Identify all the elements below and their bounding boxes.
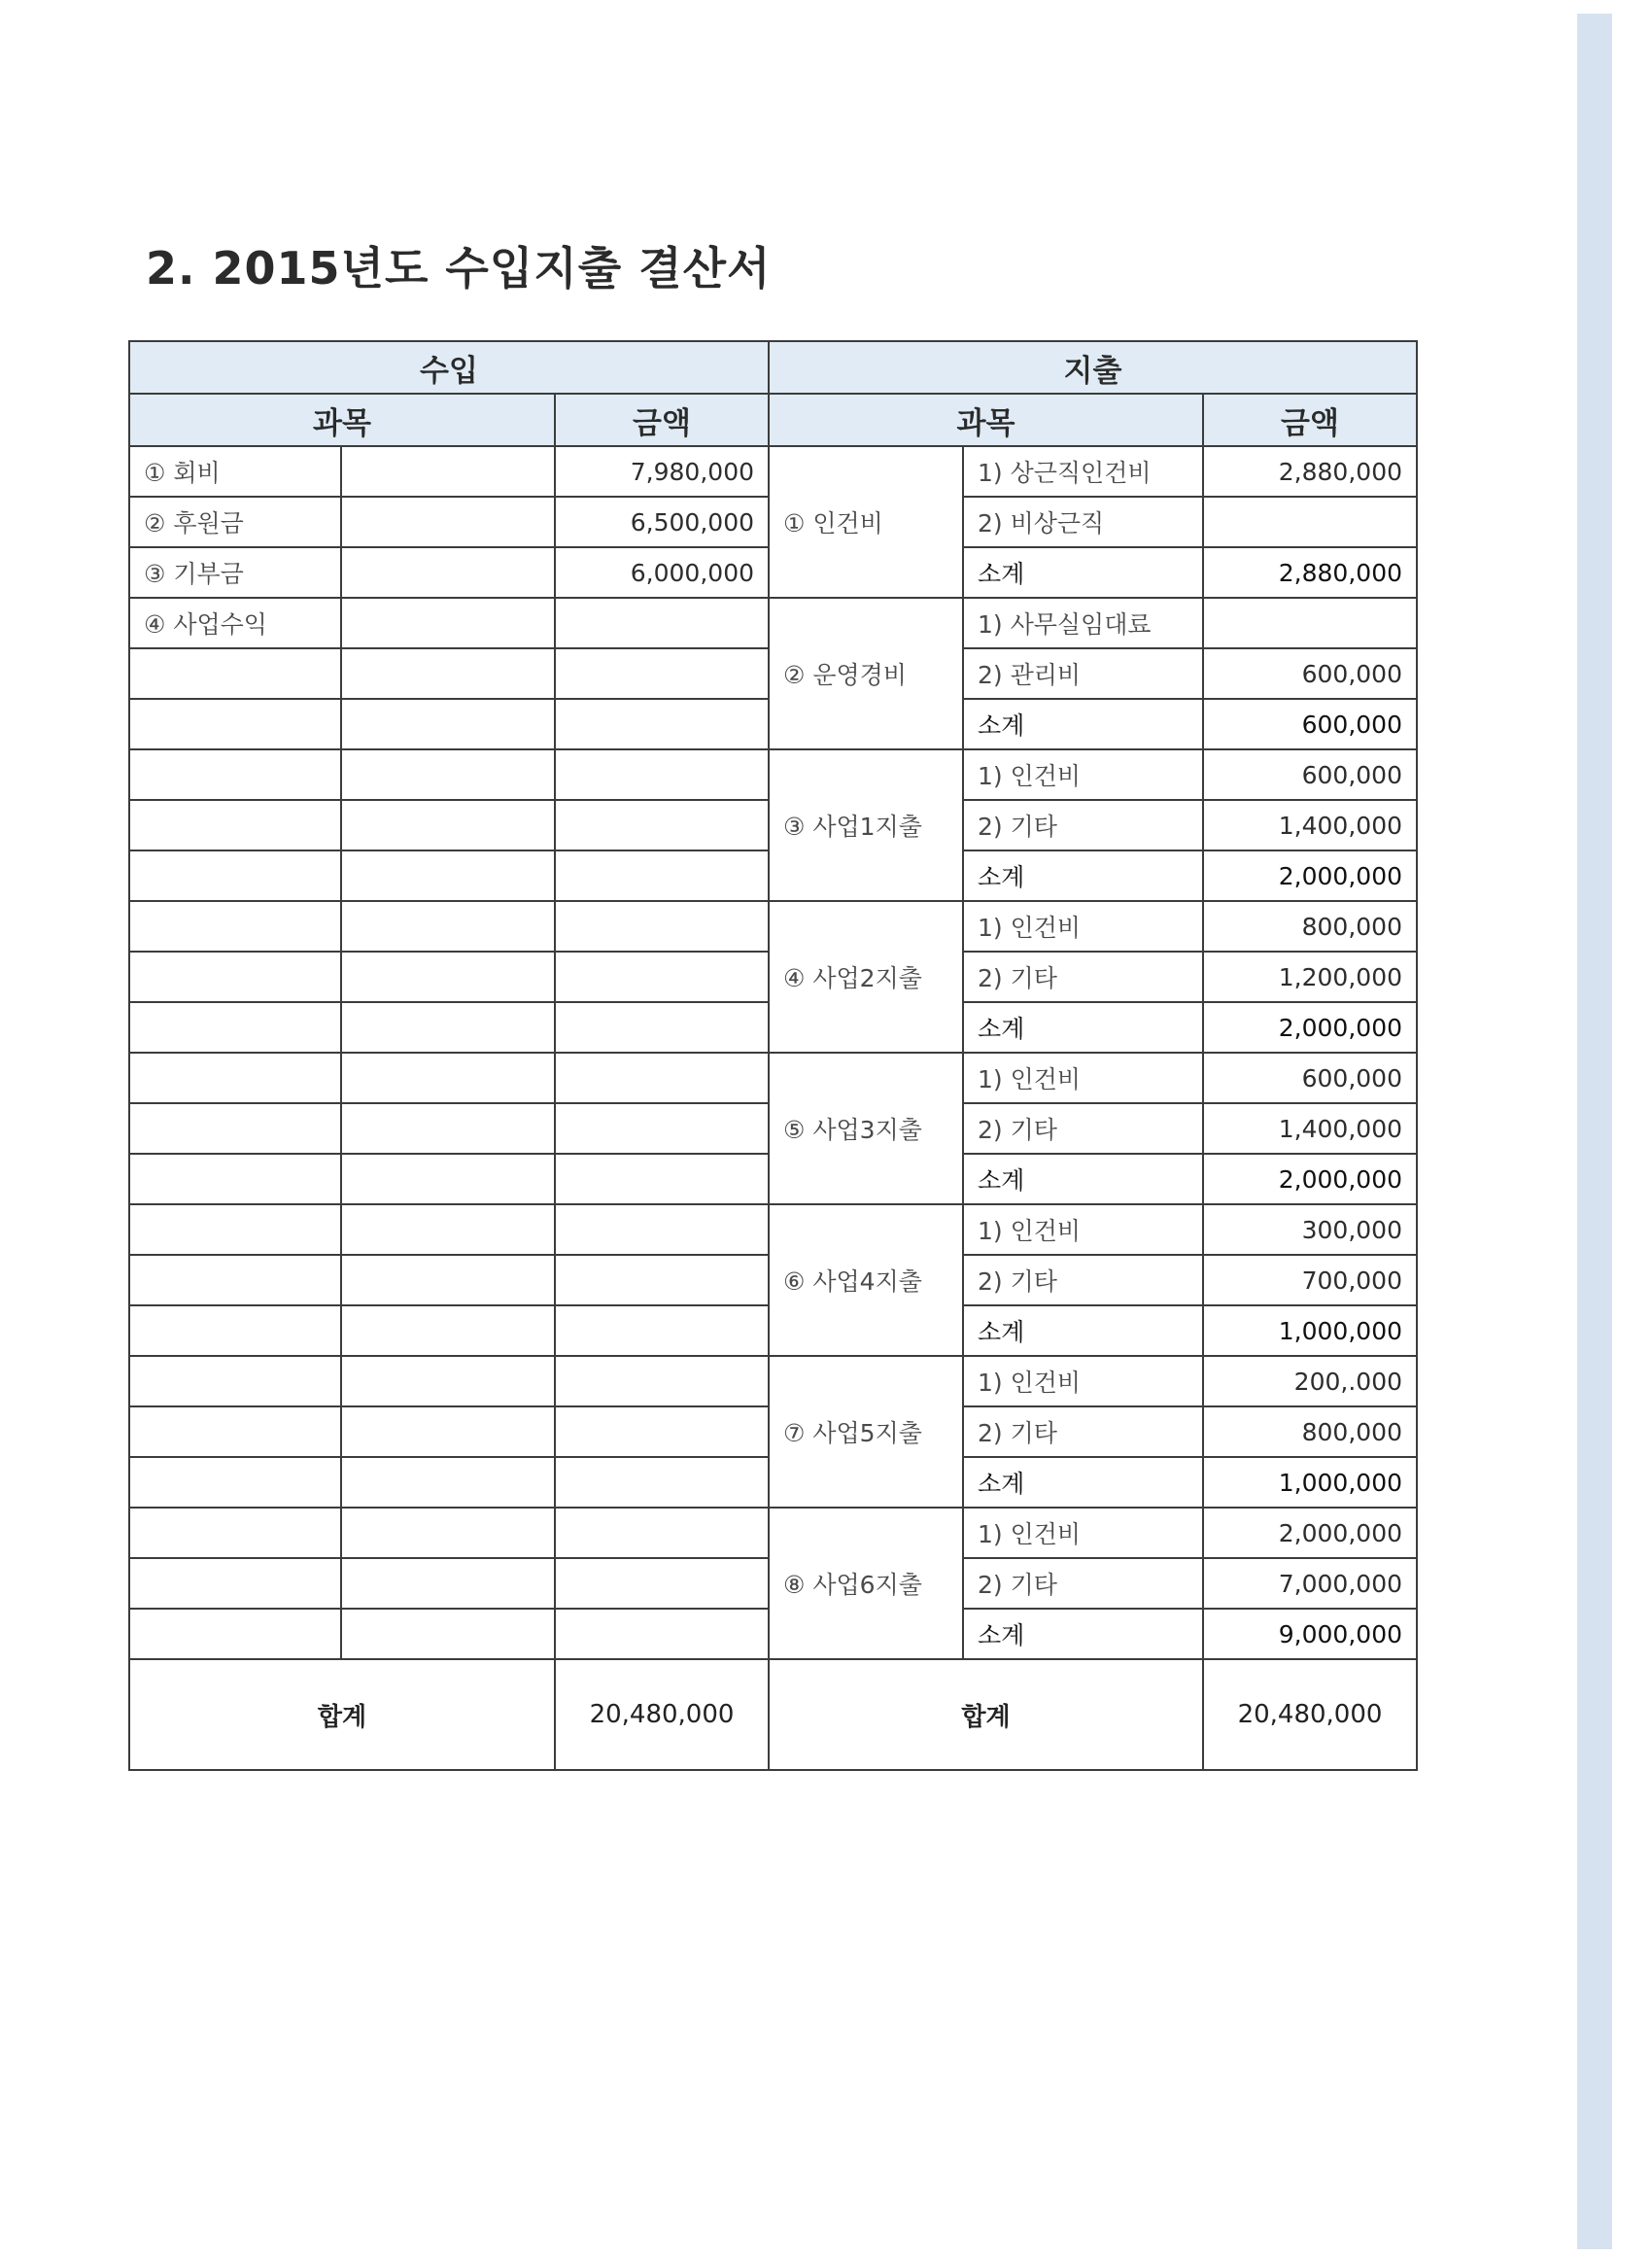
expense-total-label: 합계	[769, 1659, 1203, 1770]
income-sub-empty	[341, 1457, 555, 1508]
income-item-empty	[129, 850, 341, 901]
table-row	[129, 446, 1417, 497]
income-sub-empty	[341, 1103, 555, 1154]
income-amount-empty	[555, 800, 769, 850]
expense-item-amount: 600,000	[1203, 1053, 1417, 1103]
table-row	[129, 1053, 1417, 1103]
income-total-label: 합계	[129, 1659, 555, 1770]
expense-subtotal-amount: 600,000	[1203, 699, 1417, 749]
income-item-empty	[129, 800, 341, 850]
expense-header: 지출	[769, 341, 1417, 394]
income-sub-empty	[341, 1356, 555, 1406]
expense-category: ③ 사업1지출	[769, 749, 963, 901]
ledger-body	[129, 446, 1417, 1659]
income-item-empty	[129, 699, 341, 749]
expense-item-amount: 700,000	[1203, 1255, 1417, 1305]
income-item-empty	[129, 648, 341, 699]
table-row	[129, 598, 1417, 648]
income-item-empty	[129, 952, 341, 1002]
income-item-empty	[129, 1406, 341, 1457]
table-row	[129, 749, 1417, 800]
expense-item-label: 2) 기타	[963, 1558, 1203, 1609]
expense-category: ④ 사업2지출	[769, 901, 963, 1053]
expense-item-label: 1) 인건비	[963, 901, 1203, 952]
settlement-table	[128, 340, 1418, 1771]
expense-subtotal-label: 소계	[963, 1609, 1203, 1659]
income-header: 수입	[129, 341, 769, 394]
expense-subtotal-label: 소계	[963, 1457, 1203, 1508]
expense-item-label: 2) 기타	[963, 800, 1203, 850]
page-title: 2. 2015년도 수입지출 결산서	[146, 242, 772, 295]
income-sub-empty	[341, 952, 555, 1002]
income-sub-empty	[341, 1609, 555, 1659]
expense-subtotal-label: 소계	[963, 547, 1203, 598]
expense-subtotal-label: 소계	[963, 1305, 1203, 1356]
expense-item-amount: 200,.000	[1203, 1356, 1417, 1406]
income-amount-empty	[555, 1103, 769, 1154]
income-sub-empty	[341, 547, 555, 598]
page-edge-strip	[1577, 14, 1612, 2249]
expense-subtotal-amount: 2,000,000	[1203, 1154, 1417, 1204]
income-item-label: ② 후원금	[129, 497, 341, 547]
income-item-empty	[129, 1103, 341, 1154]
income-item-empty	[129, 1154, 341, 1204]
income-item-empty	[129, 1053, 341, 1103]
income-sub-empty	[341, 446, 555, 497]
expense-item-label: 1) 인건비	[963, 1508, 1203, 1558]
income-item-amount: 6,500,000	[555, 497, 769, 547]
income-amount-empty	[555, 1305, 769, 1356]
income-amount-empty	[555, 648, 769, 699]
expense-item-label: 2) 기타	[963, 1255, 1203, 1305]
expense-item-amount	[1203, 598, 1417, 648]
expense-category: ⑧ 사업6지출	[769, 1508, 963, 1659]
expense-item-label: 2) 관리비	[963, 648, 1203, 699]
expense-item-amount: 1,200,000	[1203, 952, 1417, 1002]
income-sub-empty	[341, 1508, 555, 1558]
total-row	[129, 1659, 1417, 1770]
expense-subtotal-label: 소계	[963, 699, 1203, 749]
expense-item-label: 1) 사무실임대료	[963, 598, 1203, 648]
expense-item-label: 1) 인건비	[963, 1204, 1203, 1255]
income-item-empty	[129, 1609, 341, 1659]
income-sub-empty	[341, 901, 555, 952]
income-sub-empty	[341, 850, 555, 901]
income-item-label: ③ 기부금	[129, 547, 341, 598]
income-sub-empty	[341, 800, 555, 850]
income-item-empty	[129, 1255, 341, 1305]
income-amount-empty	[555, 749, 769, 800]
income-item-empty	[129, 1508, 341, 1558]
income-amount-empty	[555, 1356, 769, 1406]
income-item-empty	[129, 1558, 341, 1609]
expense-item-amount: 300,000	[1203, 1204, 1417, 1255]
income-amount-empty	[555, 699, 769, 749]
income-item-amount: 6,000,000	[555, 547, 769, 598]
expense-subtotal-label: 소계	[963, 1002, 1203, 1053]
expense-item-label: 2) 기타	[963, 952, 1203, 1002]
expense-item-label: 1) 인건비	[963, 1053, 1203, 1103]
expense-item-label: 1) 인건비	[963, 1356, 1203, 1406]
expense-item-amount: 7,000,000	[1203, 1558, 1417, 1609]
income-sub-empty	[341, 1255, 555, 1305]
income-amount-empty	[555, 1457, 769, 1508]
income-item-amount	[555, 598, 769, 648]
income-sub-empty	[341, 1053, 555, 1103]
expense-item-label: 2) 비상근직	[963, 497, 1203, 547]
income-amount-empty	[555, 850, 769, 901]
expense-item-label: 2) 기타	[963, 1406, 1203, 1457]
table-row	[129, 1204, 1417, 1255]
income-item-empty	[129, 1457, 341, 1508]
expense-category: ⑦ 사업5지출	[769, 1356, 963, 1508]
income-item-label: ① 회비	[129, 446, 341, 497]
expense-item-amount: 600,000	[1203, 648, 1417, 699]
income-amount-empty	[555, 1255, 769, 1305]
income-total-amount: 20,480,000	[555, 1659, 769, 1770]
expense-item-label: 1) 인건비	[963, 749, 1203, 800]
expense-subtotal-amount: 2,000,000	[1203, 1002, 1417, 1053]
expense-amount-header: 금액	[1203, 394, 1417, 446]
income-sub-empty	[341, 1204, 555, 1255]
expense-item-amount: 2,880,000	[1203, 446, 1417, 497]
income-amount-empty	[555, 952, 769, 1002]
expense-subtotal-amount: 1,000,000	[1203, 1305, 1417, 1356]
income-amount-empty	[555, 1053, 769, 1103]
expense-item-amount: 1,400,000	[1203, 1103, 1417, 1154]
expense-subtotal-amount: 2,880,000	[1203, 547, 1417, 598]
expense-subtotal-amount: 1,000,000	[1203, 1457, 1417, 1508]
income-sub-empty	[341, 1305, 555, 1356]
income-amount-empty	[555, 1204, 769, 1255]
income-item-header: 과목	[129, 394, 555, 446]
income-item-empty	[129, 1356, 341, 1406]
income-item-empty	[129, 1305, 341, 1356]
income-sub-empty	[341, 1154, 555, 1204]
expense-subtotal-amount: 2,000,000	[1203, 850, 1417, 901]
income-sub-empty	[341, 598, 555, 648]
income-amount-header: 금액	[555, 394, 769, 446]
income-sub-empty	[341, 699, 555, 749]
income-item-empty	[129, 1204, 341, 1255]
income-amount-empty	[555, 1609, 769, 1659]
expense-item-amount: 800,000	[1203, 1406, 1417, 1457]
expense-item-label: 2) 기타	[963, 1103, 1203, 1154]
expense-subtotal-label: 소계	[963, 850, 1203, 901]
income-sub-empty	[341, 648, 555, 699]
expense-category: ① 인건비	[769, 446, 963, 598]
income-amount-empty	[555, 901, 769, 952]
expense-item-amount: 1,400,000	[1203, 800, 1417, 850]
expense-item-amount: 800,000	[1203, 901, 1417, 952]
expense-item-amount: 600,000	[1203, 749, 1417, 800]
income-item-label: ④ 사업수익	[129, 598, 341, 648]
income-sub-empty	[341, 1002, 555, 1053]
income-amount-empty	[555, 1558, 769, 1609]
table-row	[129, 901, 1417, 952]
expense-total-amount: 20,480,000	[1203, 1659, 1417, 1770]
income-item-amount: 7,980,000	[555, 446, 769, 497]
expense-item-label: 1) 상근직인건비	[963, 446, 1203, 497]
expense-category: ⑤ 사업3지출	[769, 1053, 963, 1204]
table-row	[129, 1508, 1417, 1558]
income-sub-empty	[341, 1558, 555, 1609]
income-amount-empty	[555, 1154, 769, 1204]
income-amount-empty	[555, 1002, 769, 1053]
expense-item-amount	[1203, 497, 1417, 547]
expense-category: ② 운영경비	[769, 598, 963, 749]
income-item-empty	[129, 749, 341, 800]
expense-item-header: 과목	[769, 394, 1203, 446]
expense-subtotal-amount: 9,000,000	[1203, 1609, 1417, 1659]
table-row	[129, 1356, 1417, 1406]
income-amount-empty	[555, 1508, 769, 1558]
expense-category: ⑥ 사업4지출	[769, 1204, 963, 1356]
income-item-empty	[129, 1002, 341, 1053]
income-sub-empty	[341, 497, 555, 547]
income-item-empty	[129, 901, 341, 952]
income-amount-empty	[555, 1406, 769, 1457]
income-sub-empty	[341, 1406, 555, 1457]
expense-subtotal-label: 소계	[963, 1154, 1203, 1204]
expense-item-amount: 2,000,000	[1203, 1508, 1417, 1558]
income-sub-empty	[341, 749, 555, 800]
